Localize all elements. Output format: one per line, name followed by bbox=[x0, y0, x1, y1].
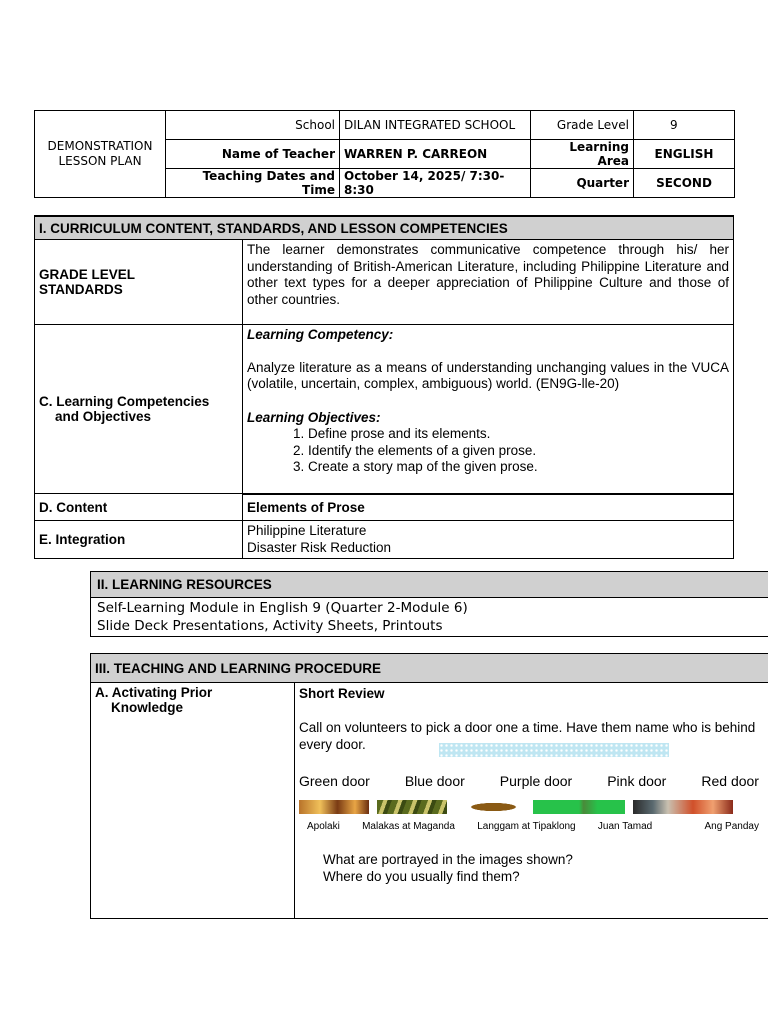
door-labels bbox=[299, 773, 759, 790]
learning-area-value: ENGLISH bbox=[634, 140, 735, 169]
content-value: Elements of Prose bbox=[243, 494, 734, 521]
juan-tamad-image bbox=[533, 800, 625, 814]
door-blue: Blue door bbox=[404, 773, 465, 789]
teacher-label: Name of Teacher bbox=[166, 140, 340, 169]
learning-competencies-label: C. Learning Competencies and Objectives bbox=[35, 325, 243, 494]
malakas-image bbox=[377, 800, 447, 814]
grade-level-standards-label: GRADE LEVEL STANDARDS bbox=[35, 240, 243, 325]
content-label: D. Content bbox=[35, 494, 243, 521]
dates-label: Teaching Dates and Time bbox=[166, 169, 340, 198]
list-item: 3. Create a story map of the given prose. bbox=[308, 459, 729, 476]
door-images bbox=[299, 800, 759, 814]
instruction-line2: every door. bbox=[299, 737, 366, 752]
activating-content bbox=[295, 683, 768, 919]
activating-label: A. Activating Prior Knowledge bbox=[91, 683, 295, 919]
integration-value: Philippine Literature Disaster Risk Reduction bbox=[243, 521, 734, 559]
learning-competencies-cell bbox=[243, 325, 734, 494]
quarter-label: Quarter bbox=[531, 169, 634, 198]
resources-list: Self-Learning Module in English 9 (Quarter 2-Module 6) Slide Deck Presentations, Activity Sheets, Printouts bbox=[91, 598, 768, 637]
school-value: DILAN INTEGRATED SCHOOL bbox=[340, 111, 531, 140]
section3-title: III. TEACHING AND LEARNING PROCEDURE bbox=[91, 654, 768, 683]
procedure-section bbox=[90, 653, 768, 919]
objectives-list bbox=[247, 426, 729, 476]
curriculum-section bbox=[34, 215, 734, 559]
integration-label: E. Integration bbox=[35, 521, 243, 559]
list-item: 1. Define prose and its elements. bbox=[308, 426, 729, 443]
door-red: Red door bbox=[701, 773, 759, 789]
objectives-heading: Learning Objectives: bbox=[247, 409, 381, 425]
learning-area-label: Learning Area bbox=[531, 140, 634, 169]
langgam-image bbox=[455, 800, 525, 814]
grade-level-label: Grade Level bbox=[531, 111, 634, 140]
caption-langgam: Langgam at Tipaklong bbox=[477, 821, 576, 832]
school-label: School bbox=[166, 111, 340, 140]
caption-apolaki: Apolaki bbox=[307, 821, 340, 832]
caption-juan-tamad: Juan Tamad bbox=[597, 821, 653, 832]
question-1: What are portrayed in the images shown? bbox=[323, 852, 573, 867]
list-item: 2. Identify the elements of a given prose. bbox=[308, 443, 729, 460]
apolaki-image bbox=[299, 800, 369, 814]
instruction-line1: Call on volunteers to pick a door one a time. Have them name who is behind bbox=[299, 720, 756, 735]
grade-level-value: 9 bbox=[634, 111, 735, 140]
grade-level-standards-text: The learner demonstrates communicative competence through his/ her understanding of British-American Literature, including Philippine Literature and other text types for a deeper appreciation of Philippine Culture and those of other countries. bbox=[243, 240, 734, 325]
door-green: Green door bbox=[299, 773, 370, 789]
caption-ang-panday: Ang Panday bbox=[704, 821, 759, 832]
lesson-plan-header bbox=[34, 110, 735, 198]
short-review-heading: Short Review bbox=[299, 686, 385, 701]
ang-panday-image bbox=[633, 800, 733, 814]
competency-text: Analyze literature as a means of understanding unchanging values in the VUCA (volatile, uncertain, complex, ambiguous) world. (EN9G-lle-20) bbox=[247, 359, 729, 391]
teacher-value: WARREN P. CARREON bbox=[340, 140, 531, 169]
section1-title: I. CURRICULUM CONTENT, STANDARDS, AND LESSON COMPETENCIES bbox=[35, 216, 734, 240]
image-captions bbox=[299, 818, 759, 835]
competency-heading: Learning Competency: bbox=[247, 327, 394, 342]
caption-malakas: Malakas at Maganda bbox=[362, 821, 455, 832]
question-2: Where do you usually find them? bbox=[323, 869, 520, 884]
quarter-value: SECOND bbox=[634, 169, 735, 198]
door-pink: Pink door bbox=[607, 773, 667, 789]
door-purple: Purple door bbox=[499, 773, 573, 789]
hidden-image-placeholder bbox=[439, 743, 669, 757]
learning-resources-section bbox=[90, 571, 768, 637]
section2-title: II. LEARNING RESOURCES bbox=[91, 572, 768, 598]
plan-title: DEMONSTRATION LESSON PLAN bbox=[35, 111, 166, 198]
dates-value: October 14, 2025/ 7:30-8:30 bbox=[340, 169, 531, 198]
